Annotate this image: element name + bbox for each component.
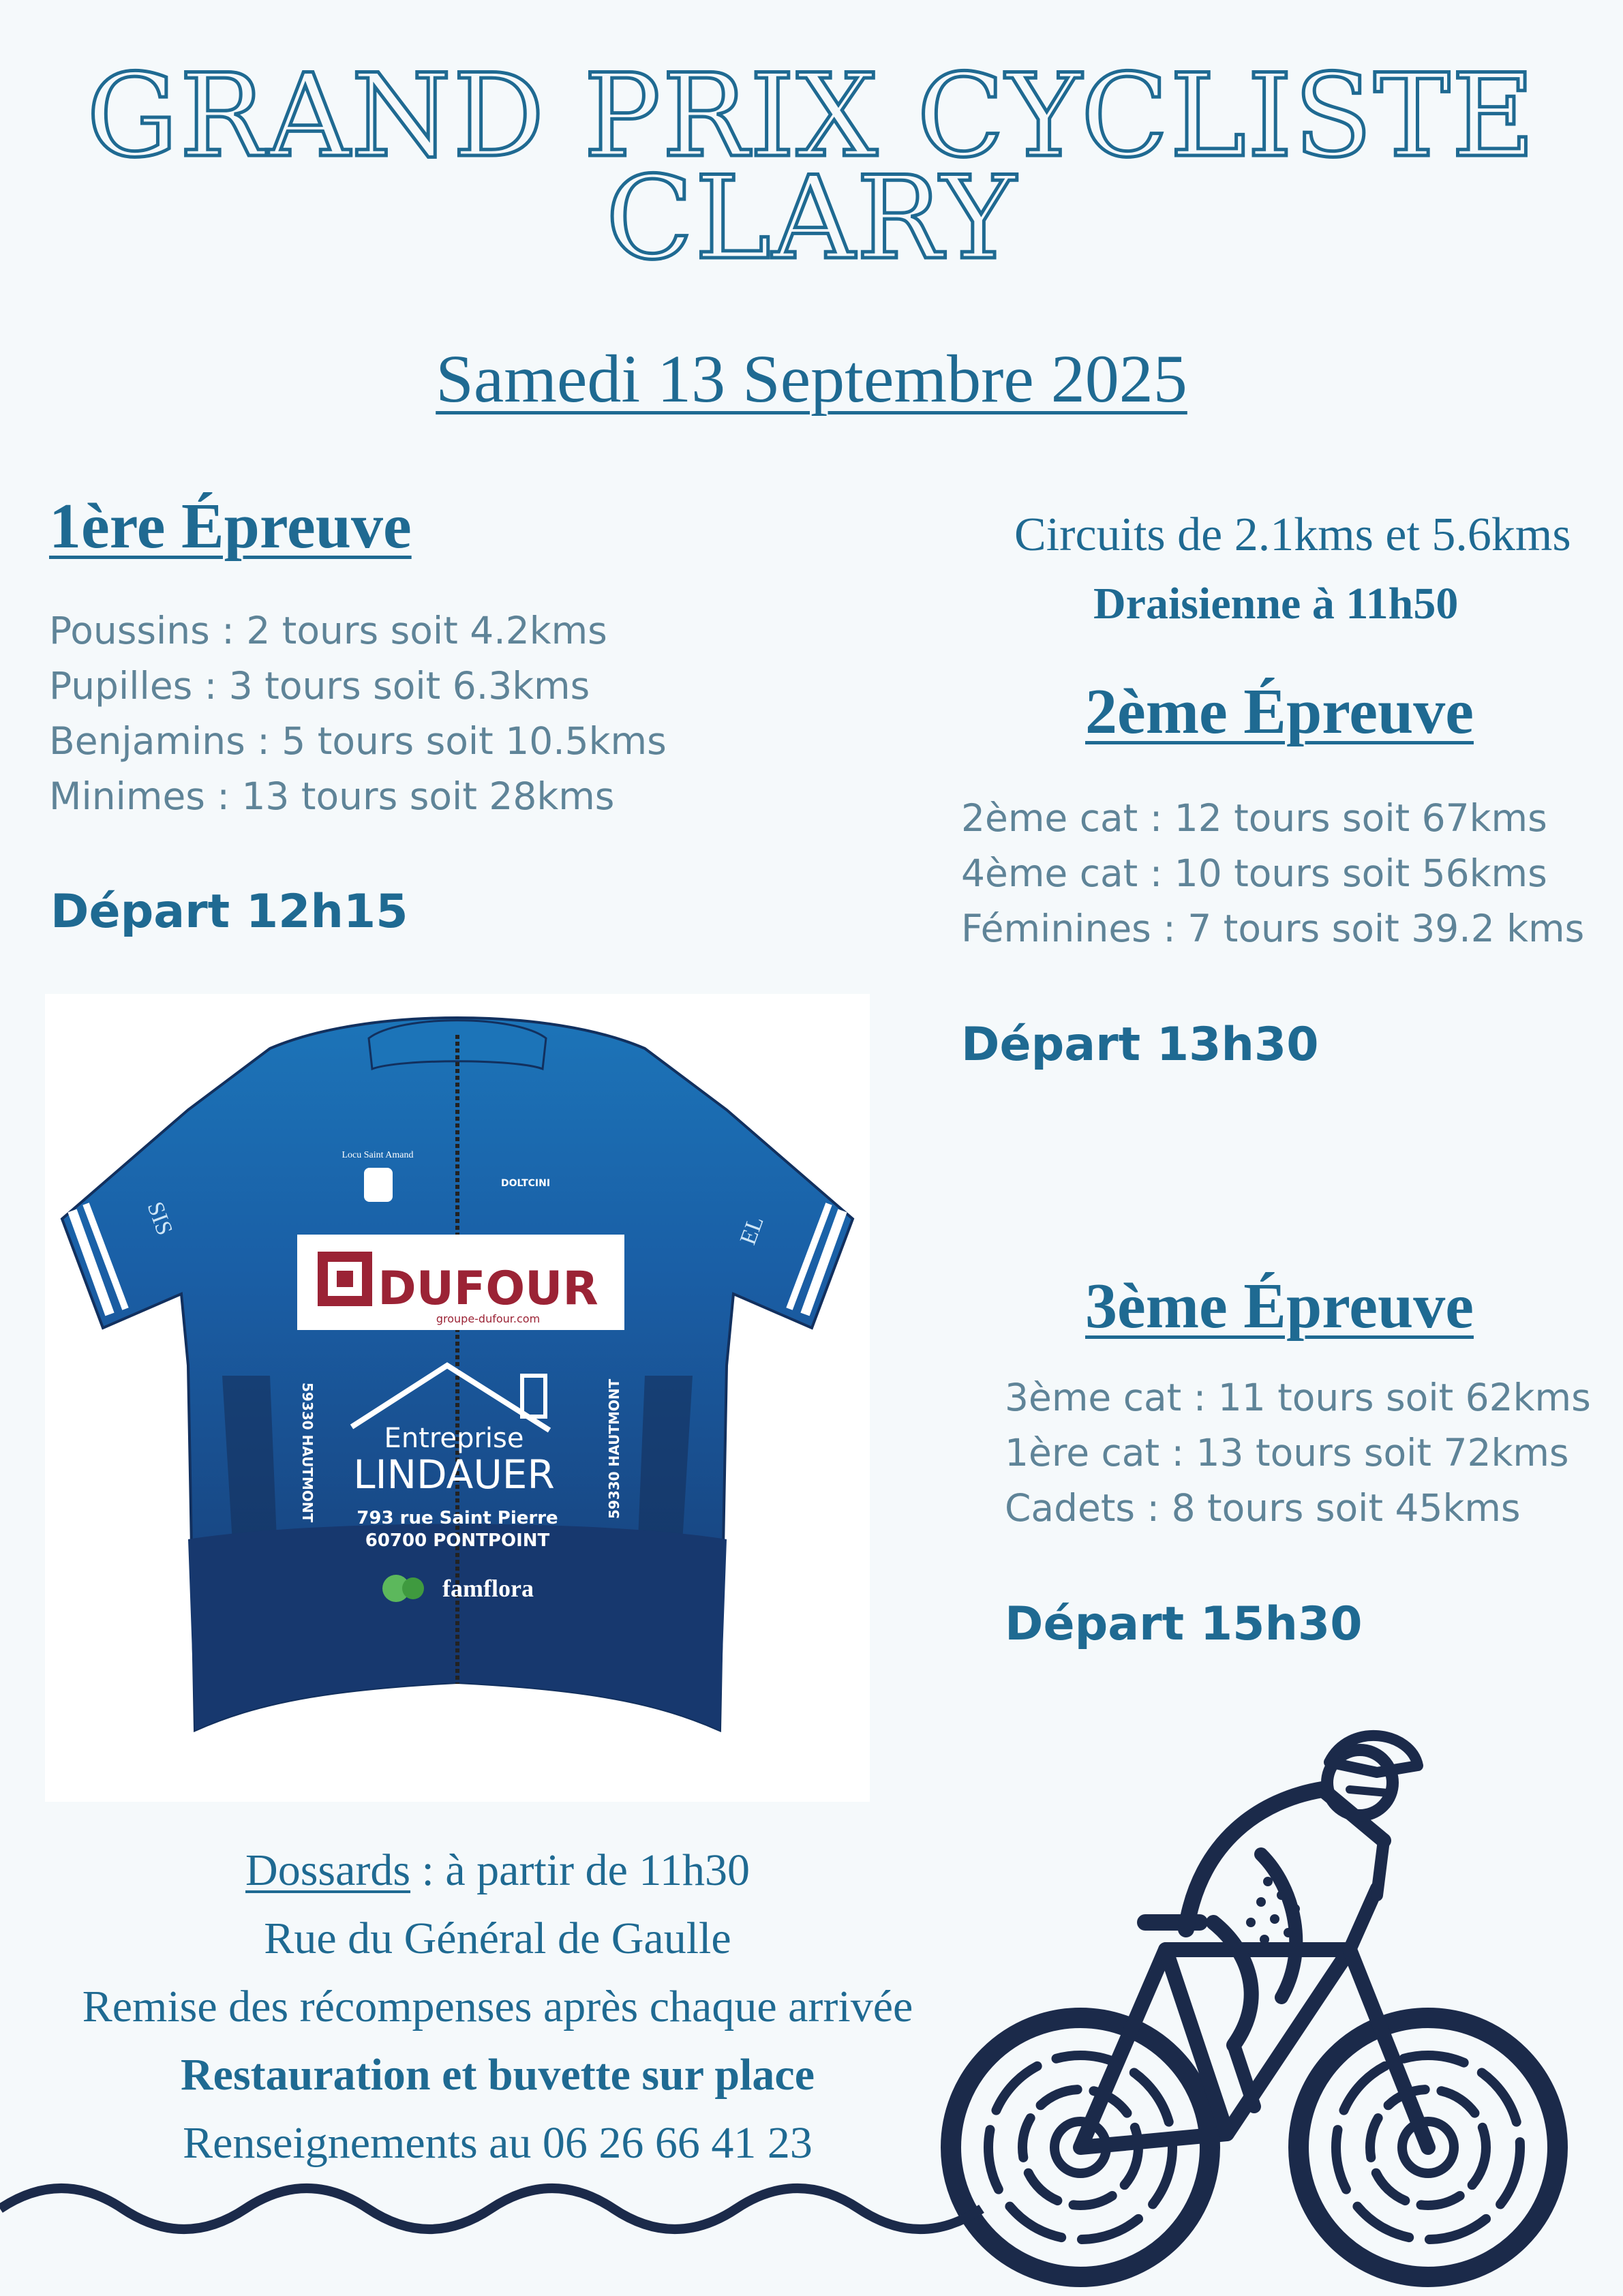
chest-left-text: Locu Saint Amand	[342, 1150, 414, 1160]
lindauer-line1: Entreprise	[384, 1423, 524, 1454]
epreuve2-heading: 2ème Épreuve	[1085, 676, 1474, 747]
dufour-url: groupe-dufour.com	[436, 1312, 541, 1325]
event-date: Samedi 13 Septembre 2025	[436, 341, 1187, 417]
epreuve1-list	[49, 603, 667, 824]
cyclist-illustration	[941, 1725, 1588, 2291]
circuits-info: Circuits de 2.1kms et 5.6kms	[1014, 509, 1571, 561]
list-item: Pupilles : 3 tours soit 6.3kms	[49, 664, 590, 708]
dufour-logo-text: DUFOUR	[378, 1262, 598, 1316]
contact-line: Renseignements au 06 26 66 41 23	[183, 2118, 813, 2168]
dossards-time: : à partir de 11h30	[410, 1845, 750, 1895]
epreuve3-depart: Départ 15h30	[1005, 1597, 1363, 1651]
epreuve3-heading: 3ème Épreuve	[1085, 1271, 1474, 1342]
list-item: 1ère cat : 13 tours soit 72kms	[1005, 1431, 1569, 1475]
title-line-1: GRAND PRIX CYCLISTE	[87, 49, 1536, 183]
list-item: Minimes : 13 tours soit 28kms	[49, 774, 615, 818]
side-text-left: 59330 HAUTMONT	[299, 1383, 316, 1523]
epreuve1-depart: Départ 12h15	[50, 885, 408, 939]
sleeve-left-text: SIS	[142, 1198, 178, 1239]
sleeve-right-text: EL	[735, 1213, 769, 1248]
list-item: Benjamins : 5 tours soit 10.5kms	[49, 719, 667, 763]
epreuve1-heading: 1ère Épreuve	[49, 491, 412, 562]
awards-line: Remise des récompenses après chaque arrivée	[82, 1982, 913, 2031]
epreuve2-depart: Départ 13h30	[961, 1018, 1319, 1072]
list-item: 2ème cat : 12 tours soit 67kms	[961, 796, 1547, 840]
list-item: 3ème cat : 11 tours soit 62kms	[1005, 1376, 1591, 1419]
dossards-line	[0, 1837, 995, 1905]
famflora-logo-text: famflora	[442, 1575, 534, 1602]
epreuve2-list	[961, 791, 1584, 956]
lindauer-line2: LINDAUER	[353, 1451, 555, 1498]
list-item: 4ème cat : 10 tours soit 56kms	[961, 851, 1547, 895]
title-line-2: CLARY	[605, 151, 1018, 285]
epreuve3-list	[1005, 1370, 1591, 1536]
dossards-label: Dossards	[245, 1845, 411, 1895]
bottom-wave	[0, 2168, 1022, 2263]
lindauer-address2: 60700 PONTPOINT	[365, 1530, 550, 1551]
food-line: Restauration et buvette sur place	[181, 2050, 815, 2100]
draisienne-info: Draisienne à 11h50	[1093, 579, 1459, 629]
list-item: Cadets : 8 tours soit 45kms	[1005, 1486, 1521, 1530]
list-item: Féminines : 7 tours soit 39.2 kms	[961, 907, 1585, 950]
list-item: Poussins : 2 tours soit 4.2kms	[49, 609, 607, 652]
footer-info	[0, 1837, 995, 2177]
chest-right-text: DOLTCINI	[500, 1178, 551, 1189]
address-line: Rue du Général de Gaulle	[264, 1914, 731, 1963]
side-text-right: 59330 HAUTMONT	[606, 1378, 622, 1519]
jersey-illustration	[45, 994, 870, 1802]
lindauer-address1: 793 rue Saint Pierre	[357, 1508, 558, 1528]
